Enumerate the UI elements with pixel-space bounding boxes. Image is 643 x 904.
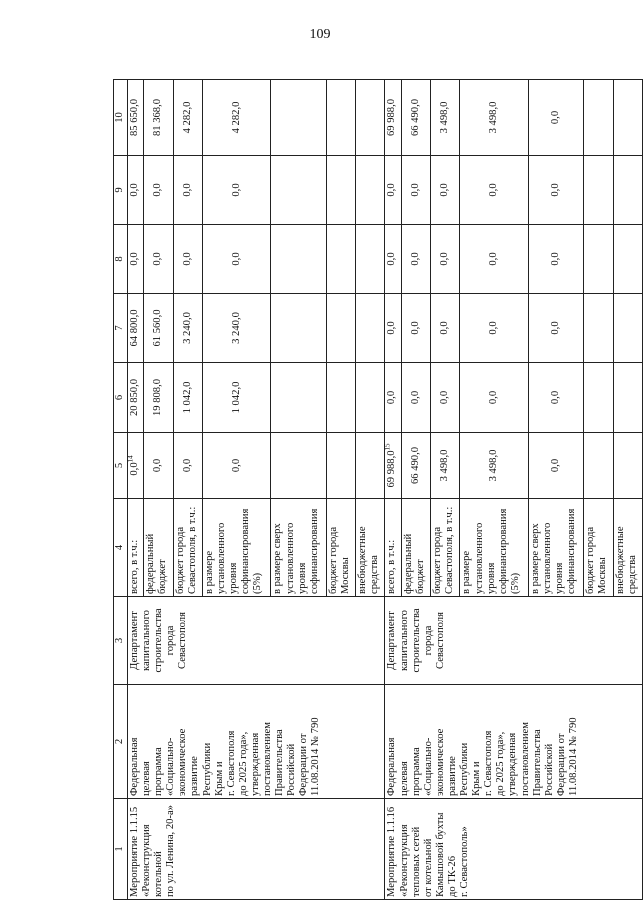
value-cell-c8 (202, 225, 270, 294)
value-text: 0,0 (488, 183, 500, 197)
value-text: 0,0 (439, 252, 451, 266)
program-line: программа (410, 747, 422, 796)
department-line: Севастополя (177, 612, 189, 669)
value-cell-c6 (385, 363, 401, 433)
value-cell-c8 (385, 225, 401, 294)
source-label-cell (326, 499, 355, 597)
source-label-line: уровня (554, 562, 566, 594)
value-cell-c9 (144, 156, 173, 225)
value-text: 0,0 (152, 252, 164, 266)
value-cell-c7 (584, 294, 613, 363)
value-cell-c6 (401, 363, 430, 433)
source-label-cell (173, 499, 202, 597)
program-line: постановлением (262, 722, 274, 796)
source-label-line: в размере (461, 550, 473, 594)
col-header-2: 2 (114, 685, 128, 799)
value-text: 3 498,0 (439, 101, 451, 134)
value-text: 69 988,0 (386, 98, 398, 137)
value-cell-c10 (326, 80, 355, 156)
source-label-line: всего, в т.ч.: (129, 539, 140, 594)
value-cell-c7 (128, 294, 144, 363)
source-label-cell (202, 499, 270, 597)
value-cell-c8 (144, 225, 173, 294)
measure-line: до ТК-26 (446, 856, 458, 897)
col-header-7: 7 (114, 294, 128, 363)
value-cell-c8 (431, 225, 460, 294)
program-line: программа (153, 747, 165, 796)
value-text: 0,0 (488, 390, 500, 405)
value-text: 69 988,0 (386, 450, 398, 488)
value-text: 0,0 (550, 390, 562, 405)
source-label-line: в размере сверх (529, 523, 541, 594)
value-text: 0,0 (181, 252, 193, 266)
department-cell (128, 597, 385, 685)
value-text: 0,0 (550, 110, 562, 125)
value-cell-c7 (401, 294, 430, 363)
source-label-line: уровня (296, 562, 308, 594)
value-cell-c10 (584, 80, 613, 156)
value-cell-c5 (202, 433, 270, 499)
table-row (385, 80, 401, 900)
value-cell-c5 (128, 433, 144, 499)
program-cell (385, 685, 643, 799)
value-cell-c10 (431, 80, 460, 156)
source-label-line: бюджет города (585, 526, 597, 594)
value-text: 0,0 (409, 252, 421, 266)
value-cell-c7 (144, 294, 173, 363)
col-header-9: 9 (114, 156, 128, 225)
measure-line: Камышовой бухты (434, 812, 446, 897)
value-text: 0,0 (129, 183, 140, 197)
value-text: 0,0 (181, 458, 193, 473)
value-cell-c7 (202, 294, 270, 363)
table-body (128, 80, 643, 900)
value-cell-c9 (431, 156, 460, 225)
value-text: 85 650,0 (129, 98, 140, 137)
source-label-line: (5%) (509, 572, 521, 594)
value-cell-c6 (271, 363, 326, 433)
value-cell-c7 (326, 294, 355, 363)
program-line: развитие (189, 756, 201, 796)
col-header-4: 4 (114, 499, 128, 597)
source-label-line: всего, в т.ч.: (386, 539, 398, 594)
measure-line: тепловых сетей (410, 826, 422, 897)
measure-line: котельной (153, 851, 165, 897)
value-cell-c5 (385, 433, 401, 499)
source-label-line: внебюджетные (614, 526, 626, 594)
source-label-line: федеральный (145, 533, 157, 594)
value-cell-c9 (584, 156, 613, 225)
source-label-line: уровня (228, 562, 240, 594)
program-line: целевая (141, 761, 153, 796)
value-cell-c7 (460, 294, 528, 363)
department-line: строительства (153, 608, 165, 673)
value-text: 0,0 (439, 321, 451, 335)
value-cell-c8 (271, 225, 326, 294)
source-label-line: внебюджетные (357, 526, 369, 594)
value-text: 4 282,0 (181, 101, 193, 134)
value-text: 20 850,0 (129, 378, 140, 417)
department-line: Севастополя (434, 612, 446, 669)
footnote-marker: 15 (383, 443, 392, 451)
value-cell-c6 (613, 363, 642, 433)
program-line: Правительства (531, 729, 543, 796)
value-cell-c8 (356, 225, 385, 294)
source-label-line: софинансирования (497, 508, 509, 594)
value-text: 3 240,0 (181, 312, 193, 344)
program-line: Федеральная (386, 737, 398, 796)
value-text: 1 042,0 (181, 381, 193, 414)
value-cell-c9 (528, 156, 583, 225)
source-label-line: в размере (203, 550, 215, 594)
value-cell-c10 (144, 80, 173, 156)
value-cell-c7 (356, 294, 385, 363)
value-cell-c5 (528, 433, 583, 499)
value-cell-c6 (584, 363, 613, 433)
source-label-cell (528, 499, 583, 597)
value-text: 0,0 (409, 321, 421, 335)
source-label-line: бюджет города (327, 526, 339, 594)
department-line: Департамент (129, 611, 140, 670)
value-cell-c8 (460, 225, 528, 294)
value-cell-c7 (431, 294, 460, 363)
program-line: «Социально- (422, 737, 434, 796)
value-text: 0,0 (230, 252, 242, 266)
value-cell-c9 (460, 156, 528, 225)
source-label-line: бюджет (414, 559, 426, 594)
value-cell-c5 (144, 433, 173, 499)
col-header-6: 6 (114, 363, 128, 433)
source-label-cell (584, 499, 613, 597)
value-text: 0,0 (386, 252, 398, 266)
department-line: Департамент (386, 611, 398, 670)
source-label-cell (431, 499, 460, 597)
value-text: 19 808,0 (152, 378, 164, 417)
program-line: экономическое (177, 728, 189, 796)
value-text: 81 368,0 (152, 98, 164, 137)
program-line: Республики (201, 742, 213, 796)
value-cell-c10 (613, 80, 642, 156)
value-cell-c5 (460, 433, 528, 499)
table-row (128, 80, 144, 900)
program-line: постановлением (519, 722, 531, 796)
value-cell-c5 (356, 433, 385, 499)
financing-table (113, 79, 643, 900)
value-text: 3 498,0 (488, 449, 500, 482)
value-cell-c9 (326, 156, 355, 225)
value-cell-c6 (128, 363, 144, 433)
value-cell-c9 (401, 156, 430, 225)
value-cell-c10 (385, 80, 401, 156)
program-line: Федерации от (555, 733, 567, 796)
source-label-cell (385, 499, 401, 597)
value-cell-c10 (401, 80, 430, 156)
program-line: Республики (459, 742, 471, 796)
department-cell (385, 597, 643, 685)
col-header-10: 10 (114, 80, 128, 156)
source-label-line: софинансирования (566, 508, 578, 594)
source-label-line: бюджет (157, 559, 169, 594)
col-header-5: 5 (114, 433, 128, 499)
value-cell-c6 (356, 363, 385, 433)
value-text: 1 042,0 (230, 381, 242, 414)
source-label-line: установленного (541, 522, 553, 594)
measure-cell (128, 799, 385, 900)
value-cell-c9 (128, 156, 144, 225)
value-cell-c5 (431, 433, 460, 499)
source-label-line: Севастополя, в т.ч.: (186, 506, 198, 594)
source-label-line: софинансирования (308, 508, 320, 594)
value-text: 66 490,0 (409, 446, 421, 485)
value-cell-c10 (528, 80, 583, 156)
source-label-line: уровня (485, 562, 497, 594)
program-line: Крым и (213, 761, 225, 796)
value-cell-c8 (528, 225, 583, 294)
footnote-marker: 14 (126, 455, 135, 463)
source-label-line: федеральный (402, 533, 414, 594)
program-line: 11.08.2014 № 790 (310, 717, 322, 796)
value-cell-c6 (144, 363, 173, 433)
value-cell-c8 (584, 225, 613, 294)
source-label-cell (128, 499, 144, 597)
col-header-1: 1 (114, 799, 128, 900)
value-text: 61 560,0 (152, 309, 164, 347)
source-label-cell (144, 499, 173, 597)
value-text: 0,0 (386, 183, 398, 197)
source-label-line: софинансирования (240, 508, 252, 594)
value-cell-c8 (613, 225, 642, 294)
department-line: города (165, 625, 177, 656)
value-text: 3 498,0 (488, 101, 500, 134)
value-cell-c10 (356, 80, 385, 156)
measure-line: г. Севастополь» (459, 826, 471, 897)
measure-line: по ул. Ленина, 20-а» (165, 805, 177, 897)
value-cell-c9 (613, 156, 642, 225)
source-label-line: бюджет города (174, 526, 186, 594)
value-text: 0,0 (230, 183, 242, 197)
value-cell-c10 (173, 80, 202, 156)
value-text: 4 282,0 (230, 101, 242, 134)
value-text: 0,0 (129, 462, 140, 476)
value-text: 0,0 (439, 390, 451, 405)
value-text: 0,0 (129, 252, 140, 266)
page-number: 109 (309, 27, 331, 42)
program-line: Правительства (274, 729, 286, 796)
value-cell-c6 (326, 363, 355, 433)
department-line: города (422, 625, 434, 656)
source-label-line: средства (626, 555, 638, 594)
column-number-row (114, 80, 128, 900)
value-text: 0,0 (409, 390, 421, 405)
source-label-cell (356, 499, 385, 597)
value-text: 0,0 (550, 183, 562, 197)
source-label-cell (613, 499, 642, 597)
program-line: утвержденная (249, 732, 261, 796)
program-line: развитие (446, 756, 458, 796)
value-text: 0,0 (230, 458, 242, 473)
value-cell-c7 (173, 294, 202, 363)
rotated-table-wrapper (113, 80, 643, 900)
department-line: строительства (410, 608, 422, 673)
value-text: 0,0 (386, 390, 398, 405)
value-text: 0,0 (152, 183, 164, 197)
value-text: 0,0 (386, 321, 398, 335)
value-text: 0,0 (439, 183, 451, 197)
source-label-line: установленного (284, 522, 296, 594)
source-label-line: установленного (473, 522, 485, 594)
source-label-cell (271, 499, 326, 597)
program-line: Российской (286, 743, 298, 796)
value-cell-c8 (173, 225, 202, 294)
value-cell-c9 (356, 156, 385, 225)
measure-cell (385, 799, 643, 900)
measure-line: «Реконструкция (398, 824, 410, 897)
value-cell-c9 (385, 156, 401, 225)
program-line: Российской (543, 743, 555, 796)
value-text: 0,0 (488, 252, 500, 266)
measure-line: от котельной (422, 838, 434, 897)
value-cell-c5 (584, 433, 613, 499)
value-cell-c10 (128, 80, 144, 156)
program-line: Крым и (471, 761, 483, 796)
value-text: 0,0 (488, 321, 500, 335)
value-cell-c5 (173, 433, 202, 499)
value-text: 0,0 (409, 183, 421, 197)
value-cell-c8 (401, 225, 430, 294)
program-line: г. Севастополя (225, 730, 237, 796)
value-cell-c10 (202, 80, 270, 156)
value-cell-c5 (613, 433, 642, 499)
source-label-line: средства (369, 555, 381, 594)
program-line: до 2025 года», (495, 731, 507, 796)
value-cell-c7 (385, 294, 401, 363)
program-line: «Социально- (165, 737, 177, 796)
value-cell-c5 (401, 433, 430, 499)
source-label-line: Москвы (597, 557, 609, 594)
col-header-8: 8 (114, 225, 128, 294)
value-cell-c8 (128, 225, 144, 294)
value-cell-c9 (271, 156, 326, 225)
source-label-line: Севастополя, в т.ч.: (444, 506, 456, 594)
value-cell-c7 (613, 294, 642, 363)
source-label-line: (5%) (252, 572, 264, 594)
value-text: 0,0 (550, 321, 562, 335)
program-line: экономическое (434, 728, 446, 796)
col-header-3: 3 (114, 597, 128, 685)
value-cell-c10 (271, 80, 326, 156)
program-cell (128, 685, 385, 799)
source-label-cell (401, 499, 430, 597)
program-line: Федеральная (129, 737, 140, 796)
source-label-line: Москвы (339, 557, 351, 594)
value-cell-c6 (202, 363, 270, 433)
value-text: 3 240,0 (230, 312, 242, 344)
measure-line: «Реконструкция (141, 824, 153, 897)
value-cell-c6 (528, 363, 583, 433)
department-line: капитального (141, 610, 153, 671)
value-cell-c9 (173, 156, 202, 225)
value-text: 66 490,0 (409, 98, 421, 137)
value-cell-c5 (326, 433, 355, 499)
value-cell-c6 (173, 363, 202, 433)
value-text: 0,0 (550, 252, 562, 266)
value-cell-c6 (431, 363, 460, 433)
value-cell-c9 (202, 156, 270, 225)
value-text: 64 800,0 (129, 309, 140, 347)
value-cell-c7 (528, 294, 583, 363)
value-text: 0,0 (550, 458, 562, 473)
value-text: 0,0 (152, 458, 164, 473)
source-label-line: бюджет города (432, 526, 444, 594)
source-label-line: установленного (216, 522, 228, 594)
program-line: утвержденная (507, 732, 519, 796)
value-cell-c10 (460, 80, 528, 156)
source-label-line: в размере сверх (272, 523, 284, 594)
value-cell-c5 (271, 433, 326, 499)
program-line: Федерации от (298, 733, 310, 796)
program-line: до 2025 года», (237, 731, 249, 796)
source-label-cell (460, 499, 528, 597)
program-line: г. Севастополя (483, 730, 495, 796)
value-text: 3 498,0 (439, 449, 451, 482)
program-line: целевая (398, 761, 410, 796)
value-cell-c7 (271, 294, 326, 363)
department-line: капитального (398, 610, 410, 671)
measure-line: Мероприятие 1.1.15 (129, 806, 140, 897)
program-line: 11.08.2014 № 790 (567, 717, 579, 796)
measure-line: Мероприятие 1.1.16 (386, 806, 398, 897)
value-cell-c8 (326, 225, 355, 294)
value-text: 0,0 (181, 183, 193, 197)
value-cell-c6 (460, 363, 528, 433)
